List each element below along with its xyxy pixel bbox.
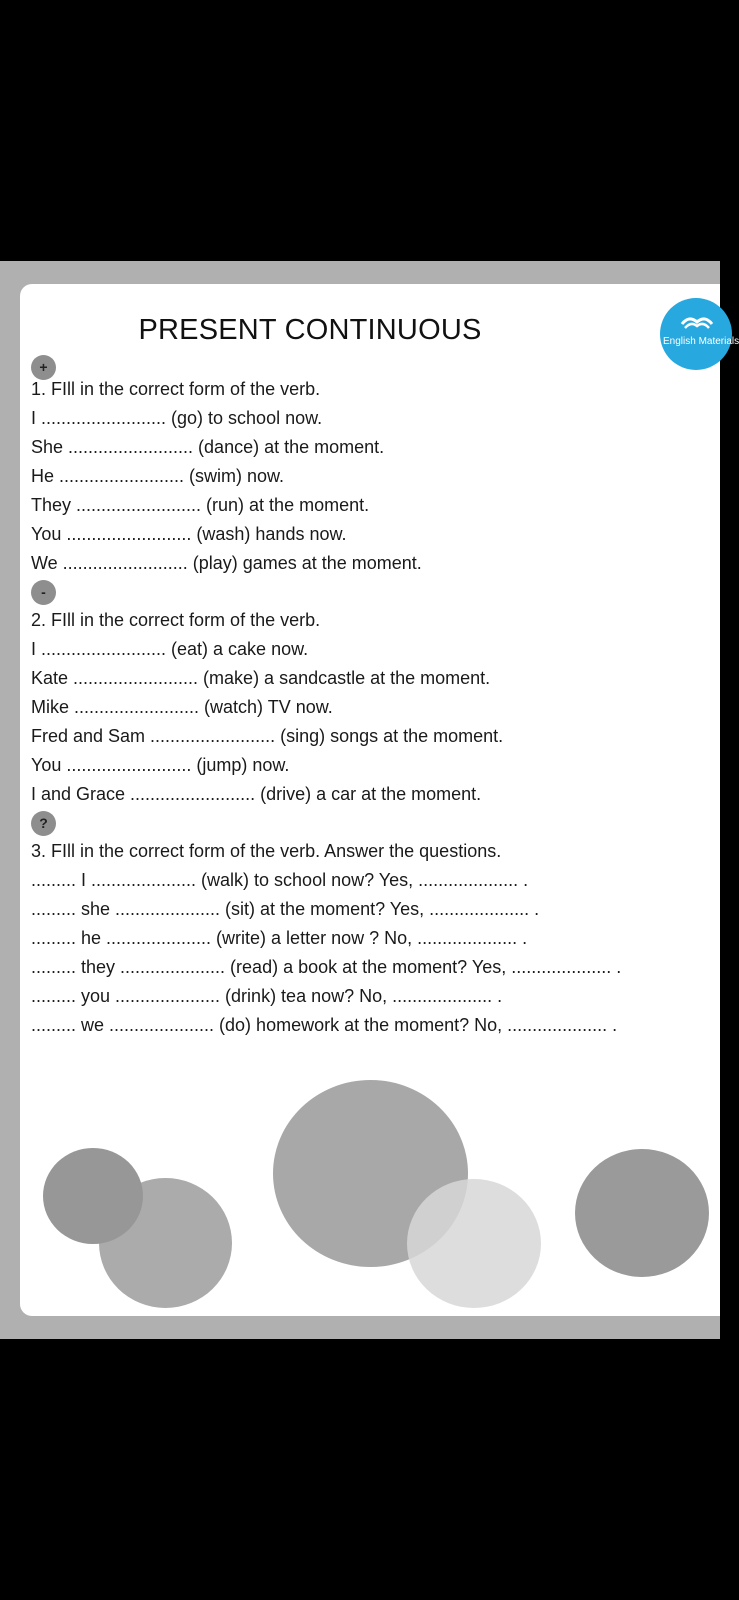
minus-badge: - <box>31 580 56 605</box>
decorative-circle <box>575 1149 709 1277</box>
section-2-heading: 2. FIll in the correct form of the verb. <box>31 610 321 630</box>
exercise-line: I ......................... (go) to school now. <box>31 408 323 428</box>
exercise-line: ......... she ..................... (sit) at the moment? Yes, .................... . <box>31 899 540 919</box>
exercise-line: She ......................... (dance) at the moment. <box>31 437 385 457</box>
exercise-line: Kate ......................... (make) a sandcastle at the moment. <box>31 668 491 688</box>
exercise-line: ......... we ..................... (do) homework at the moment? No, .................... . <box>31 1015 618 1035</box>
worksheet-page <box>20 284 739 1316</box>
exercise-line: ......... they ..................... (read) a book at the moment? Yes, .................... . <box>31 957 622 977</box>
exercise-line: ......... he ..................... (write) a letter now ? No, .................... . <box>31 928 528 948</box>
decorative-circle <box>43 1148 143 1244</box>
section-3-heading: 3. FIll in the correct form of the verb. Answer the questions. <box>31 841 502 861</box>
exercise-line: ......... you ..................... (drink) tea now? No, .................... . <box>31 986 503 1006</box>
exercise-line: You ......................... (wash) hands now. <box>31 524 347 544</box>
decorative-circle <box>407 1179 541 1308</box>
exercise-line: ......... I ..................... (walk) to school now? Yes, .................... . <box>31 870 529 890</box>
exercise-line: I ......................... (eat) a cake now. <box>31 639 309 659</box>
logo-text: English Materials <box>663 336 739 347</box>
exercise-line: They ......................... (run) at the moment. <box>31 495 370 515</box>
section-1-heading: 1. FIll in the correct form of the verb. <box>31 379 321 399</box>
worksheet-title: PRESENT CONTINUOUS <box>138 314 482 346</box>
exercise-line: We ......................... (play) games at the moment. <box>31 553 422 573</box>
exercise-line: I and Grace ......................... (drive) a car at the moment. <box>31 784 482 804</box>
exercise-line: Mike ......................... (watch) TV now. <box>31 697 333 717</box>
open-book-icon <box>680 312 714 332</box>
exercise-line: You ......................... (jump) now. <box>31 755 290 775</box>
plus-badge: + <box>31 355 56 380</box>
english-materials-logo <box>660 298 739 370</box>
exercise-line: He ......................... (swim) now. <box>31 466 285 486</box>
question-badge: ? <box>31 811 56 836</box>
exercise-line: Fred and Sam ......................... (sing) songs at the moment. <box>31 726 504 746</box>
